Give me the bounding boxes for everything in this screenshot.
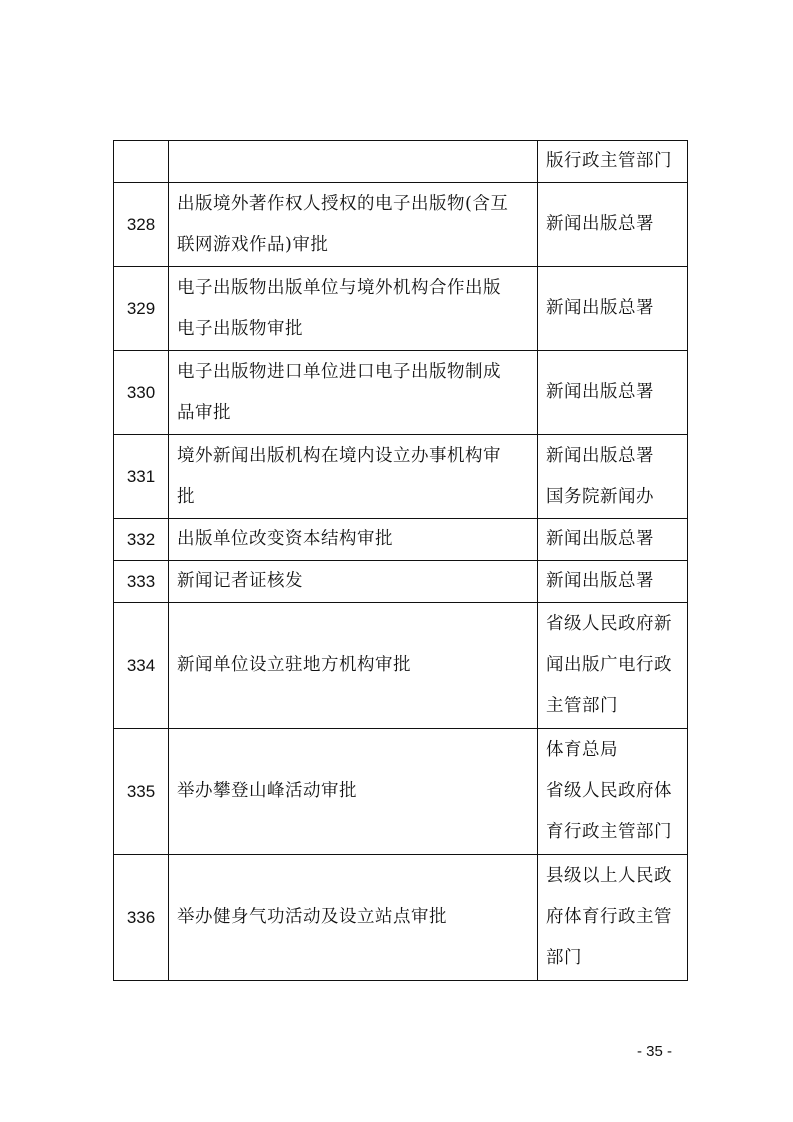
department-text: 新闻出版总署 (546, 571, 654, 591)
table-row (114, 519, 688, 561)
approval-item-cell (169, 183, 538, 267)
approval-item-cell (169, 267, 538, 351)
department-text: 国务院新闻办 (546, 486, 654, 507)
approval-item-cell (169, 141, 538, 183)
department-text: 新闻出版总署 (546, 214, 654, 234)
department-text: 新闻出版总署 (546, 445, 654, 466)
department-text: 部门 (546, 948, 582, 968)
department-cell (538, 561, 688, 603)
approval-item-text: 新闻记者证核发 (177, 571, 303, 591)
department-text: 县级以上人民政 (546, 866, 672, 886)
department-cell (538, 603, 688, 729)
department-text: 省级人民政府体 (546, 781, 672, 801)
table-row (114, 183, 688, 267)
row-number-cell: 333 (114, 561, 169, 603)
approval-item-text: 出版境外著作权人授权的电子出版物(含互 (177, 193, 509, 214)
department-cell (538, 141, 688, 183)
table-row (114, 435, 688, 519)
approval-item-cell (169, 855, 538, 981)
department-cell (538, 855, 688, 981)
approval-item-text: 电子出版物审批 (177, 318, 303, 339)
table-row (114, 855, 688, 981)
approval-item-cell (169, 603, 538, 729)
row-number-cell: 336 (114, 855, 169, 981)
approval-item-text: 批 (177, 486, 195, 507)
approval-item-text: 出版单位改变资本结构审批 (177, 529, 393, 549)
table-row (114, 561, 688, 603)
table-row (114, 351, 688, 435)
approval-item-cell (169, 351, 538, 435)
department-cell (538, 435, 688, 519)
approval-item-cell (169, 729, 538, 855)
row-number-cell: 331 (114, 435, 169, 519)
approval-item-cell (169, 435, 538, 519)
row-number-cell: 329 (114, 267, 169, 351)
row-number-cell: 328 (114, 183, 169, 267)
department-text: 闻出版广电行政 (546, 655, 672, 675)
department-cell (538, 519, 688, 561)
row-number-cell: 330 (114, 351, 169, 435)
department-text: 省级人民政府新 (546, 614, 672, 634)
row-number-cell: 335 (114, 729, 169, 855)
table-body (114, 141, 688, 981)
approval-item-cell (169, 561, 538, 603)
department-text: 新闻出版总署 (546, 298, 654, 318)
approval-item-text: 电子出版物出版单位与境外机构合作出版 (177, 277, 501, 298)
table-row (114, 141, 688, 183)
department-text: 体育总局 (546, 740, 618, 760)
row-number-cell (114, 141, 169, 183)
approval-item-text: 新闻单位设立驻地方机构审批 (177, 655, 411, 675)
page-number: - 35 - (637, 1043, 673, 1060)
department-text: 版行政主管部门 (546, 151, 672, 171)
department-text: 主管部门 (546, 696, 618, 716)
department-text: 育行政主管部门 (546, 822, 672, 842)
row-number-cell: 332 (114, 519, 169, 561)
approval-item-text: 境外新闻出版机构在境内设立办事机构审 (177, 445, 501, 466)
approval-item-text: 举办健身气功活动及设立站点审批 (177, 907, 447, 927)
department-text: 府体育行政主管 (546, 907, 672, 927)
department-cell (538, 351, 688, 435)
department-text: 新闻出版总署 (546, 529, 654, 549)
department-cell (538, 729, 688, 855)
table-row (114, 267, 688, 351)
table-row (114, 603, 688, 729)
approval-item-text: 举办攀登山峰活动审批 (177, 781, 357, 801)
department-cell (538, 267, 688, 351)
approval-item-cell (169, 519, 538, 561)
approval-item-text: 电子出版物进口单位进口电子出版物制成 (177, 361, 501, 382)
row-number-cell: 334 (114, 603, 169, 729)
approval-item-text: 联网游戏作品)审批 (177, 234, 329, 255)
department-text: 新闻出版总署 (546, 382, 654, 402)
department-cell (538, 183, 688, 267)
approval-items-table (113, 140, 688, 981)
table-row (114, 729, 688, 855)
approval-item-text: 品审批 (177, 402, 231, 423)
